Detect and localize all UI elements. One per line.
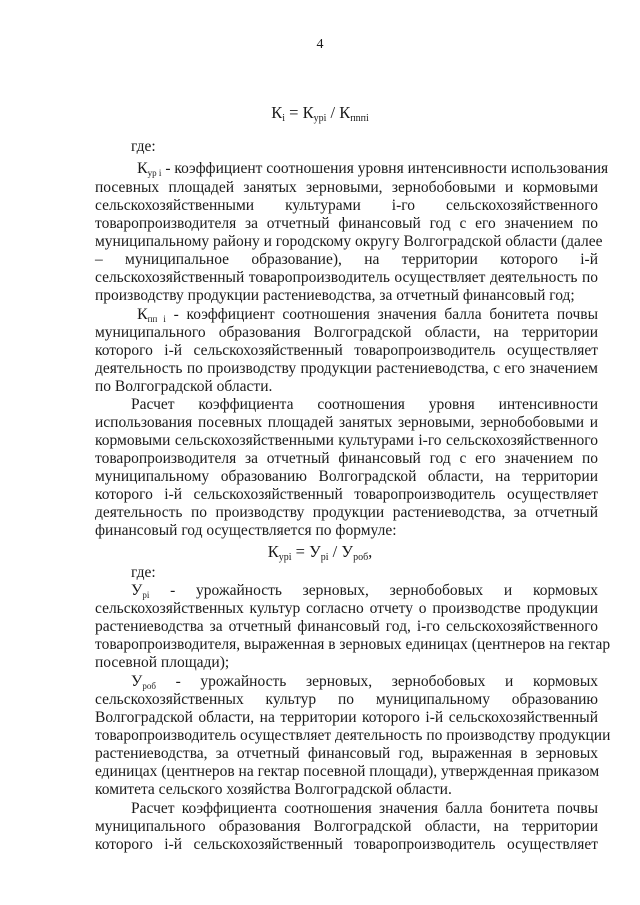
where-label-2: где: (131, 564, 156, 581)
definition-kyp-line: сельскохозяйственный товаропроизводитель осуществляет деятельность по (95, 269, 598, 286)
symbol-ypi: $У_{рi}$ (131, 582, 150, 600)
definition-yrob-line: сельскохозяйственных культур по муниципальному образованию (95, 691, 598, 708)
definition-ypi-line: сельскохозяйственных культур согласно отчету о производстве продукции (95, 600, 598, 617)
formula-ki-numerator-subscript: урi (313, 113, 327, 124)
formula-kyp-numerator-subscript: рi (320, 552, 329, 563)
paragraph-line: которого і-й сельскохозяйственный товаропроизводитель осуществляет (95, 836, 598, 853)
definition-kpp-line: муниципального образования Волгоградской области, на территории (95, 324, 598, 341)
formula-kyp-numerator: У (309, 542, 321, 561)
formula-kyp-symbol: К (267, 542, 279, 561)
definition-kyp-line: $К_{ур i}$ - коэффициент соотношения уровня интенсивности использования (137, 160, 609, 178)
definition-yrob-line: растениеводства, за отчетный финансовый год, выраженная в зерновых (95, 745, 598, 762)
formula-ki-numerator: К (302, 103, 314, 122)
paragraph-line: кормовыми сельскохозяйственными культурами і-го сельскохозяйственного (95, 432, 598, 449)
formula-kyp-slash: / (332, 542, 338, 561)
formula-kyp-denominator-subscript: роб (353, 552, 369, 563)
paragraph-line: муниципальному образованию Волгоградской области, на территории (95, 468, 598, 485)
formula-ki-slash: / (330, 103, 336, 122)
definition-kpp-line: которого i-й сельскохозяйственный товаропроизводитель осуществляет (95, 342, 598, 359)
formula-ki-denominator-subscript: пnпi (350, 113, 369, 124)
definition-ypi-line: посевной площади); (95, 654, 230, 671)
definition-kpp-line: $К_{пп i}$ - коэффициент соотношения значения балла бонитета почвы (137, 306, 599, 324)
definition-kyp-line: посевных площадей занятых зерновыми, зернобобовыми и кормовыми (95, 179, 598, 196)
definition-yrob-line: Волгоградской области, на территории которого і-й сельскохозяйственный (95, 709, 598, 726)
paragraph-line: которого і-й сельскохозяйственный товаропроизводитель осуществляет (95, 486, 598, 503)
definition-kyp-line: – муниципальное образование), на территории которого і-й (95, 251, 598, 268)
formula-kyp-comma: , (368, 542, 373, 561)
paragraph-line: Расчет коэффициента соотношения значения балла бонитета почвы (131, 800, 598, 817)
paragraph-line: товаропроизводителя за отчетный финансовый год с его значением по (95, 450, 598, 467)
formula-ki (0, 103, 640, 124)
definition-yrob-line: товаропроизводитель осуществляет деятельность по производству продукции (95, 727, 611, 744)
definition-ypi-line: $У_{рi}$ - урожайность зерновых, зернобобовых и кормовых (131, 582, 599, 600)
formula-ki-denominator: К (339, 103, 351, 122)
formula-kyp-denominator: У (341, 542, 354, 561)
formula-kyp-subscript: урi (278, 552, 292, 563)
symbol-kpp: $К_{пп i}$ (137, 306, 166, 324)
where-label-1: где: (131, 138, 156, 155)
definition-kpp-line: по Волгоградской области. (95, 378, 273, 395)
formula-kyp-equals: = (295, 542, 305, 561)
paragraph-line: Расчет коэффициента соотношения уровня интенсивности (131, 396, 598, 413)
paragraph-line: муниципального образования Волгоградской области, на территории (95, 818, 598, 835)
definition-yrob-line: $У_{роб}$ - урожайность зерновых, зернобобовых и кормовых (131, 673, 599, 691)
symbol-yrob: $У_{роб}$ (131, 673, 156, 691)
definition-kyp-line: муниципальному району и городскому округу Волгоградской области (далее (95, 233, 603, 250)
formula-kyp (0, 542, 640, 563)
definition-yrob-line: комитета сельского хозяйства Волгоградской области. (95, 781, 452, 798)
page-number: 4 (316, 37, 324, 52)
definition-kpp-line: деятельность по производству продукции растениеводства, с его значением (95, 360, 598, 377)
definition-kyp-line: товаропроизводителя за отчетный финансовый год с его значением по (95, 215, 598, 232)
definition-kyp-line: производству продукции растениеводства, за отчетный финансовый год; (95, 287, 575, 304)
definition-kyp-line: сельскохозяйственными культурами і-го сельскохозяйственного (95, 197, 598, 214)
definition-ypi-line: товаропроизводителя, выраженная в зерновых единицах (центнеров на гектар (95, 636, 611, 653)
paragraph-line: деятельность по производству продукции растениеводства, за отчетный (95, 504, 598, 521)
formula-ki-symbol: К (271, 103, 283, 122)
formula-ki-subscript: i (282, 113, 286, 124)
definition-yrob-line: единицах (центнеров на гектар посевной площади), утвержденная приказом (95, 763, 600, 780)
definition-ypi-line: растениеводства за отчетный финансовый год, і-го сельскохозяйственного (95, 618, 598, 635)
symbol-kyp: $К_{ур i}$ (137, 160, 162, 178)
formula-ki-equals: = (289, 103, 299, 122)
paragraph-line: финансовый год осуществляется по формуле: (95, 522, 397, 539)
paragraph-line: использования посевных площадей занятых зерновыми, зернобобовыми и (95, 414, 598, 431)
